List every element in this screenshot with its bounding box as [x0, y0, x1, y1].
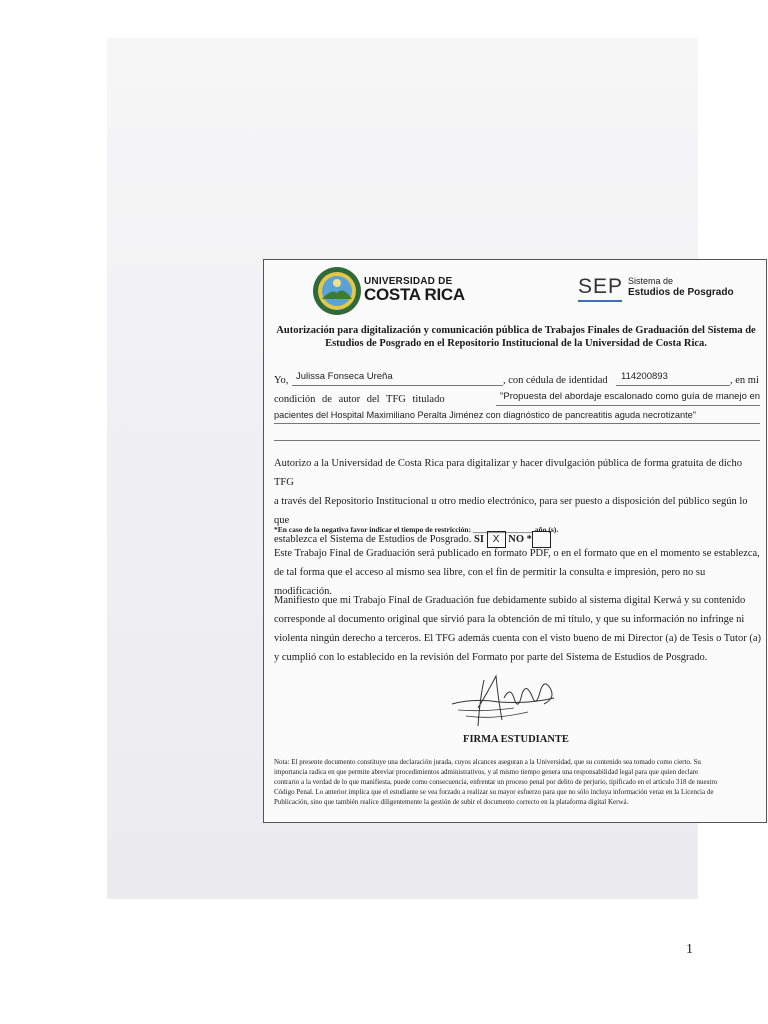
declaration-line3: violenta ningún derecho a terceros. El TFG además cuenta con el visto bueno de mi Director (a) de Tesis o Tutor (a) [274, 633, 761, 644]
name-underline [292, 385, 503, 386]
restriction-note: *En caso de la negativa favor indicar el tiempo de restricción: ________________ año (s). [274, 525, 559, 534]
publication-line1: Este Trabajo Final de Graduación será publicado en formato PDF, o en el formato que en el momento se establezca, [274, 548, 760, 559]
signature-label: FIRMA ESTUDIANTE [463, 734, 569, 745]
authorization-paragraph [274, 454, 762, 549]
tfg-title-line2: pacientes del Hospital Maximiliano Peralta Jiménez con diagnóstico de pancreatitis aguda necrotizante" [274, 410, 697, 420]
page-number: 1 [686, 942, 693, 957]
authorization-line2: a través del Repositorio Institucional u otro medio electrónico, para ser puesto a disposición del público según lo que [274, 496, 748, 526]
si-checkbox[interactable]: X [487, 531, 506, 548]
legal-note-line4: Código Penal. Lo anterior implica que el estudiante se vea forzado a realizar su mayor esfuerzo para que no sólo incluya información veraz en la Licencia de [274, 788, 714, 796]
tfg-title-underline1 [496, 405, 760, 406]
legal-note-line2: importancia radica en que permite abreviar procedimientos administrativos, y al mismo tiempo genera una responsabilidad legal para que quien declare [274, 768, 699, 776]
en-mi-label: , en mi [730, 375, 759, 386]
publication-line2: de tal forma que el acceso al mismo sea libre, con el fin de permitir la consulta e impresión, pero no su modificación. [274, 567, 706, 597]
declaration-line2: corresponde al documento original que sirvió para la obtención de mi título, y que su información no infringe ni [274, 614, 745, 625]
scanned-photo [107, 38, 761, 899]
authorization-form [263, 259, 767, 823]
tfg-title-line1: "Propuesta del abordaje escalonado como guía de manejo en [500, 391, 761, 402]
condicion-label: condición de autor del TFG titulado [274, 394, 445, 405]
authorization-line3: establezca el Sistema de Estudios de Posgrado. [274, 534, 472, 545]
ucr-name-line1: UNIVERSIDAD DE [364, 276, 453, 287]
form-title [274, 324, 758, 350]
ucr-seal-logo [312, 266, 362, 316]
ucr-name-line2: COSTA RICA [364, 285, 465, 304]
declaration-line4: y cumplió con lo establecido en la revisión del Formato por parte del Sistema de Estudios de Posgrado. [274, 652, 708, 663]
cedula-underline [616, 385, 730, 386]
form-title-line1: Autorización para digitalización y comunicación pública de Trabajos Finales de Graduación del Sistema de [276, 325, 756, 336]
sep-logo-bar [578, 300, 622, 302]
tfg-title-underline2 [274, 423, 760, 424]
legal-note-line1: Nota: El presente documento constituye una declaración jurada, cuyos alcances aseguran a la Universidad, que su contenido sea tomado como cierto. Su [274, 758, 701, 766]
legal-note-line5: Publicación, sino que también realice diligentemente la gestión de subir el documento correcto en la plataforma digital Kerwá. [274, 798, 629, 806]
cedula-value: 114200893 [621, 371, 668, 382]
authorization-line1: Autorizo a la Universidad de Costa Rica para digitalizar y hacer divulgación pública de forma gratuita de dicho TFG [274, 458, 742, 488]
cedula-label: , con cédula de identidad [503, 375, 608, 386]
tfg-title-underline3 [274, 440, 760, 441]
si-label: SI [474, 534, 484, 545]
form-title-line2: Estudios de Posgrado en el Repositorio Institucional de la Universidad de Costa Rica. [325, 338, 707, 349]
no-label: NO * [508, 534, 532, 545]
student-signature [444, 668, 569, 733]
yo-label: Yo, [274, 375, 289, 386]
sep-name-line1: Sistema de [628, 276, 674, 286]
declaration-paragraph [274, 591, 762, 667]
legal-note [274, 757, 758, 807]
sep-logo: SEP [578, 275, 624, 298]
sep-name-line2: Estudios de Posgrado [628, 287, 734, 298]
declaration-line1: Manifiesto que mi Trabajo Final de Graduación fue debidamente subido al sistema digital Kerwá y su contenido [274, 595, 746, 606]
student-name: Julissa Fonseca Ureña [296, 371, 393, 382]
legal-note-line3: contrario a la verdad de lo que manifiesta, puede como consecuencia, enfrentar un proceso penal por delito de perjurio, tipificado en el artículo 318 de nuestro [274, 778, 718, 786]
